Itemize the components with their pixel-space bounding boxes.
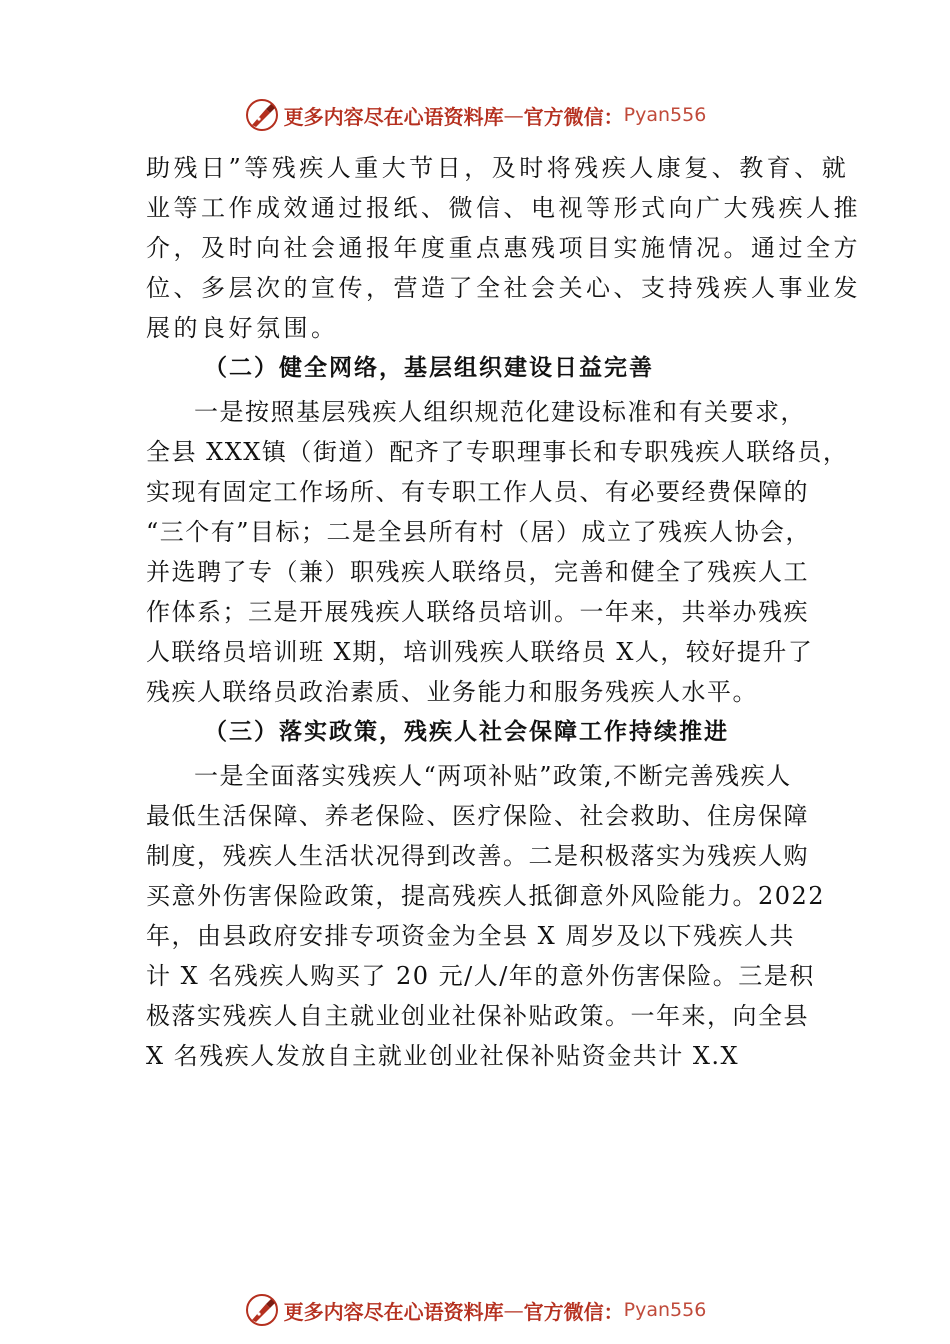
watermark-separator: — xyxy=(503,1298,524,1322)
text-line: 年，由县政府安排专项资金为全县 X 周岁及以下残疾人共 xyxy=(146,922,795,950)
text-line: 一是全面落实残疾人“两项补贴”政策,不断完善残疾人 xyxy=(194,762,792,790)
header-watermark xyxy=(0,95,950,135)
text-line: 人联络员培训班 X期，培训残疾人联络员 X人，较好提升了 xyxy=(146,638,814,666)
watermark-brand-text: 更多内容尽在心语资料库 xyxy=(283,1299,504,1324)
watermark-wechat-label: 官方微信： xyxy=(523,1299,624,1324)
text-line: 计 X 名残疾人购买了 20 元/人/年的意外伤害保险。三是积 xyxy=(146,962,815,990)
text-line: “三个有”目标；二是全县所有村（居）成立了残疾人协会， xyxy=(146,518,812,546)
text-line: 业等工作成效通过报纸、微信、电视等形式向广大残疾人推 xyxy=(146,194,861,222)
text-line: 助残日”等残疾人重大节日，及时将残疾人康复、教育、就 xyxy=(146,154,850,182)
pen-nib-logo-icon xyxy=(244,1292,280,1328)
watermark-separator: — xyxy=(503,103,524,127)
watermark-wechat-label: 官方微信： xyxy=(523,104,624,129)
footer-watermark xyxy=(0,1290,950,1330)
watermark-wechat-id: Pyan556 xyxy=(623,104,707,126)
section-heading-3: （三）落实政策，残疾人社会保障工作持续推进 xyxy=(204,718,729,745)
text-line: 制度，残疾人生活状况得到改善。二是积极落实为残疾人购 xyxy=(146,842,809,870)
text-line: 作体系；三是开展残疾人联络员培训。一年来，共举办残疾 xyxy=(146,598,809,626)
pen-nib-logo-icon xyxy=(244,97,280,133)
watermark-wechat-id: Pyan556 xyxy=(623,1299,707,1321)
text-line: 并选聘了专（兼）职残疾人联络员，完善和健全了残疾人工 xyxy=(146,558,809,586)
text-line: 一是按照基层残疾人组织规范化建设标准和有关要求， xyxy=(194,398,806,426)
text-line: 残疾人联络员政治素质、业务能力和服务残疾人水平。 xyxy=(146,678,758,706)
watermark-brand-text: 更多内容尽在心语资料库 xyxy=(283,104,504,129)
text-line: 介，及时向社会通报年度重点惠残项目实施情况。通过全方 xyxy=(146,234,861,262)
text-line: 实现有固定工作场所、有专职工作人员、有必要经费保障的 xyxy=(146,478,809,506)
text-line: 展的良好氛围。 xyxy=(146,314,339,342)
document-body xyxy=(146,148,861,1076)
section-heading-2: （二）健全网络，基层组织建设日益完善 xyxy=(204,354,654,381)
text-line: 最低生活保障、养老保险、医疗保险、社会救助、住房保障 xyxy=(146,802,809,830)
text-line: 买意外伤害保险政策，提高残疾人抵御意外风险能力。2022 xyxy=(146,882,826,910)
text-line: 全县 XXX镇（街道）配齐了专职理事长和专职残疾人联络员， xyxy=(146,438,849,466)
text-line: 位、多层次的宣传，营造了全社会关心、支持残疾人事业发 xyxy=(146,274,861,302)
text-line: X 名残疾人发放自主就业创业社保补贴资金共计 X.X xyxy=(146,1042,740,1070)
text-line: 极落实残疾人自主就业创业社保补贴政策。一年来，向全县 xyxy=(146,1002,809,1030)
